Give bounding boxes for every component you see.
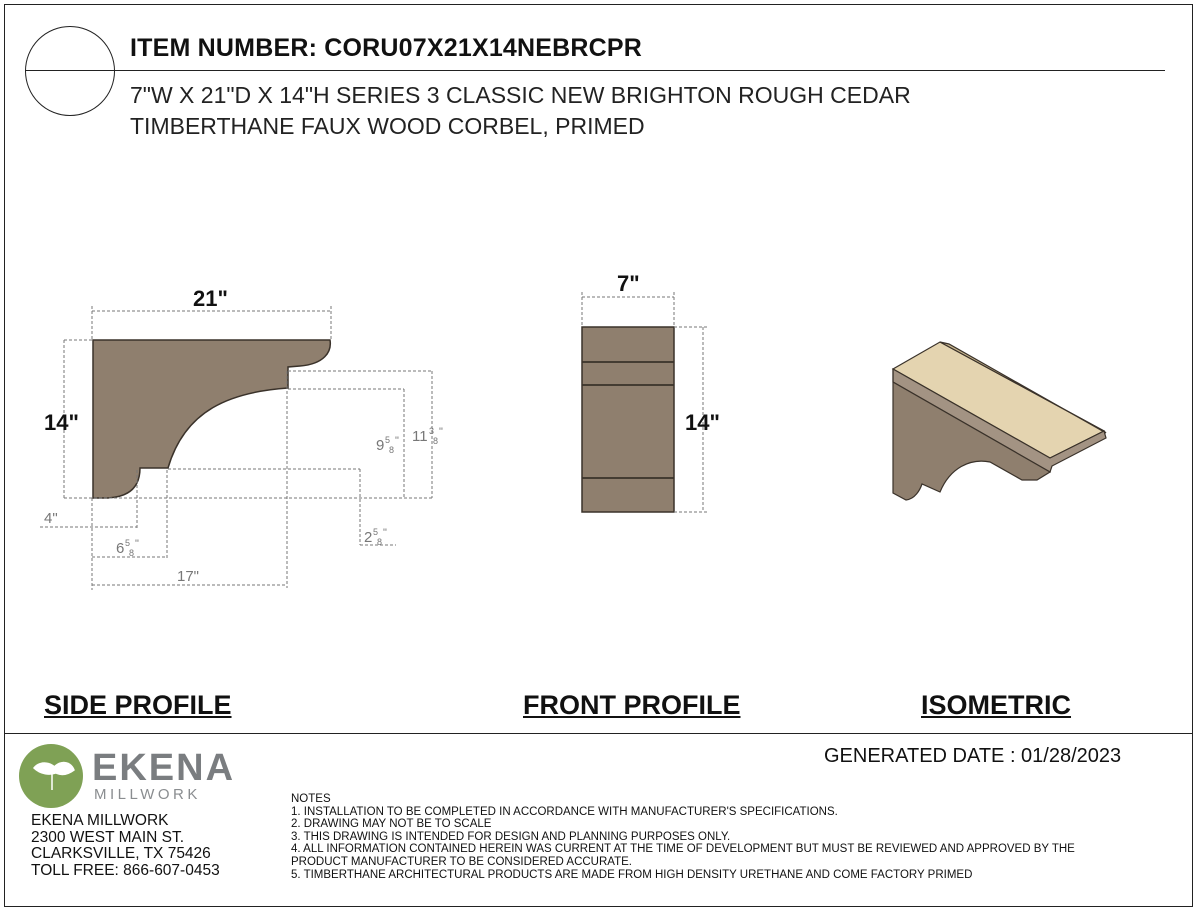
front-profile-title: FRONT PROFILE xyxy=(523,690,741,720)
logo-wordmark: EKENA xyxy=(92,747,236,789)
dim-9-label xyxy=(376,435,399,455)
side-width-label: 21" xyxy=(193,286,228,311)
footer-rule xyxy=(4,733,1193,734)
front-profile-shape xyxy=(582,327,674,512)
note-item: 4. ALL INFORMATION CONTAINED HEREIN WAS CURRENT AT THE TIME OF DEVELOPMENT BUT MUST BE REVIEWED AND APPROVED BY THE xyxy=(291,843,1075,856)
dim-2-inch: " xyxy=(383,527,387,539)
dim-6-whole: 6 xyxy=(116,540,125,557)
isometric-corbel xyxy=(893,342,1106,500)
address-line: CLARKSVILLE, TX 75426 xyxy=(31,845,211,862)
note-item: PRODUCT MANUFACTURER TO BE CONSIDERED ACCURATE. xyxy=(291,855,632,868)
note-item: 2. DRAWING MAY NOT BE TO SCALE xyxy=(291,818,492,831)
dim-2-whole: 2 xyxy=(364,529,373,546)
front-height-label: 14" xyxy=(685,410,720,435)
dim-17-label: 17" xyxy=(177,568,200,585)
note-item: 3. THIS DRAWING IS INTENDED FOR DESIGN AND PLANNING PURPOSES ONLY. xyxy=(291,830,731,843)
side-profile-title: SIDE PROFILE xyxy=(44,690,232,720)
address-line: 2300 WEST MAIN ST. xyxy=(31,828,185,846)
dim-6-label xyxy=(116,538,139,558)
logo-subtitle: MILLWORK xyxy=(94,786,201,803)
note-item: 1. INSTALLATION TO BE COMPLETED IN ACCORDANCE WITH MANUFACTURER'S SPECIFICATIONS. xyxy=(291,805,838,818)
dim-2-label xyxy=(364,527,387,547)
notes-block xyxy=(291,793,1075,881)
address-line: EKENA MILLWORK xyxy=(31,812,169,829)
dim-6-num: 5 xyxy=(125,538,131,548)
dim-2-num: 5 xyxy=(373,527,379,537)
company-address xyxy=(31,813,220,879)
side-profile-shape xyxy=(93,340,330,498)
dim-9-num: 5 xyxy=(385,435,391,445)
description-line-1: 7"W X 21"D X 14"H SERIES 3 CLASSIC NEW BRIGHTON ROUGH CEDAR xyxy=(130,82,911,108)
front-width-label: 7" xyxy=(617,271,640,296)
dim-11-whole: 11 xyxy=(412,428,428,445)
note-item: 5. TIMBERTHANE ARCHITECTURAL PRODUCTS ARE MADE FROM HIGH DENSITY URETHANE AND COME FACTORY PRIMED xyxy=(291,868,973,881)
isometric-title: ISOMETRIC xyxy=(921,690,1072,720)
side-height-label: 14" xyxy=(44,410,79,435)
dim-11-num: 3 xyxy=(429,426,435,436)
description-line-2: TIMBERTHANE FAUX WOOD CORBEL, PRIMED xyxy=(130,113,645,139)
generated-date: GENERATED DATE : 01/28/2023 xyxy=(824,745,1122,767)
dim-6-den: 8 xyxy=(129,548,135,558)
address-line: TOLL FREE: 866-607-0453 xyxy=(31,861,220,879)
dim-11-den: 8 xyxy=(433,436,439,446)
dim-6-inch: " xyxy=(135,538,139,550)
dim-9-den: 8 xyxy=(389,445,395,455)
notes-heading: NOTES xyxy=(291,793,331,805)
dim-4-label: 4" xyxy=(44,510,58,527)
dim-11-label xyxy=(412,426,443,446)
logo-leaf-icon xyxy=(19,744,83,808)
dim-2-den: 8 xyxy=(377,537,383,547)
item-number: ITEM NUMBER: CORU07X21X14NEBRCPR xyxy=(130,34,643,62)
dim-9-inch: " xyxy=(395,435,399,447)
dim-9-whole: 9 xyxy=(376,437,385,454)
dim-11-inch: " xyxy=(439,426,443,438)
